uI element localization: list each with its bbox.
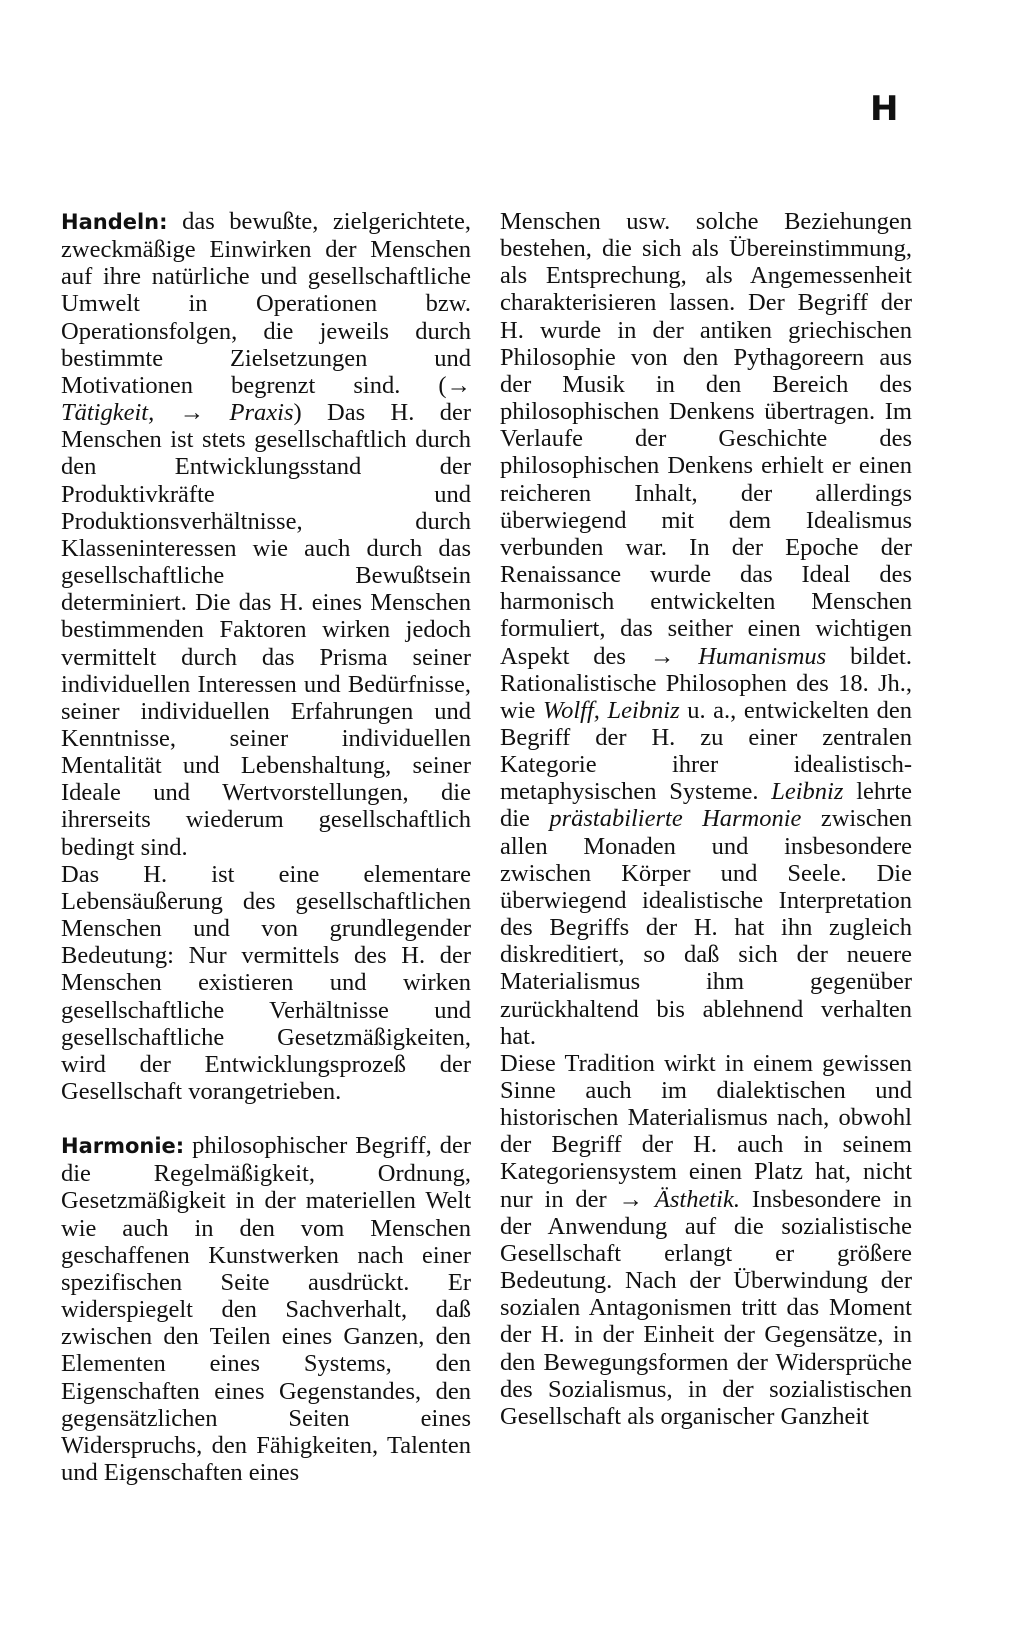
entry-harmonie-text-e: zwischen allen Monaden und insbesondere zwischen Körper und Seele. Die überwiegend idealistische Interpretation des Begriffs der H. hat ihn zugleich diskreditiert, so daß sich der neuere Materialismus ihm gegenüber zurückhaltend bis ablehnend verhalten hat.: [500, 805, 912, 1050]
entry-harmonie-text-c: u. a., entwickelten den Begriff der H. zu einer zentralen Kategorie ihrer idealistisch-metaphysischen Systeme.: [500, 696, 912, 806]
term-praestabilierte-harmonie: prästabilierte Harmonie: [549, 805, 802, 833]
entry-keyword-harmonie: Harmonie:: [61, 1134, 185, 1159]
entry-handeln-paragraph-1: [61, 208, 471, 861]
cross-reference-arrow: →: [154, 399, 230, 427]
cross-reference-taetigkeit: Tätigkeit,: [61, 399, 155, 427]
entry-harmonie-p2-text-a: Diese Tradition wirkt in einem gewissen Sinne auch im dialektischen und historischen Materialismus nach, obwohl der Begriff der H. auch in seinem Kategoriensystem einen Platz hat, nicht nur in der →: [500, 1049, 912, 1213]
entry-harmonie-text-left: philosophischer Begriff, der die Regelmäßigkeit, Ordnung, Gesetzmäßigkeit in der materiellen Welt wie auch in den vom Menschen geschaffenen Kunstwerken nach einer spezifischen Seite ausdrückt. Er widerspiegelt den Sachverhalt, daß zwischen den Teilen eines Ganzen, den Elementen eines Systems, den Eigenschaften eines Gegenstandes, den gegensätzlichen Seiten eines Widerspruchs, den Fähigkeiten, Talenten und Eigenschaften eines: [61, 1132, 471, 1487]
cross-reference-aesthetik: Ästhetik.: [654, 1185, 740, 1213]
section-letter: H: [870, 89, 899, 129]
entry-harmonie-paragraph-1: [61, 1132, 471, 1486]
name-wolff-leibniz: Wolff, Leibniz: [542, 696, 680, 724]
entry-handeln-text-a: das bewußte, zielgerichtete, zweckmäßige Einwirken der Menschen auf ihre natürliche und gesellschaftliche Umwelt in Operationen bzw. Operationsfolgen, die jeweils durch bestimmte Zielsetzungen und Motivationen begrenzt sind. (→: [61, 208, 471, 399]
column-right: [500, 208, 912, 1430]
column-left: [61, 208, 471, 1486]
entry-harmonie-p2-text-b: Insbesondere in der Anwendung auf die sozialistische Gesellschaft erlangt er größere Bedeutung. Nach der Überwindung der sozialen Antagonismen tritt das Moment der H. in der Einheit der Gegensätze, in den Bewegungsformen der Widersprüche des Sozialismus, in der sozialistischen Gesellschaft als organischer Ganzheit: [500, 1185, 912, 1430]
cross-reference-humanismus: Humanismus: [698, 642, 827, 670]
entry-harmonie-paragraph-2: [500, 1050, 912, 1430]
name-leibniz: Leibniz: [771, 778, 844, 806]
entry-keyword-handeln: Handeln:: [61, 210, 168, 234]
entry-handeln-paragraph-2: Das H. ist eine elementare Lebensäußerung des gesellschaftlichen Menschen und von grundlegender Bedeutung: Nur vermittels des H. der Menschen existieren und wirken gesellschaftliche Verhältnisse und gesellschaftliche Gesetzmäßigkeiten, wird der Entwicklungsprozeß der Gesellschaft vorangetrieben.: [61, 860, 471, 1105]
entry-harmonie-continuation: [500, 208, 912, 1050]
entry-harmonie-text-a: Menschen usw. solche Beziehungen bestehen, die sich als Übereinstimmung, als Entsprechung, als Angemessenheit charakterisieren lassen. Der Begriff der H. wurde in der antiken griechischen Philosophie von den Pythagoreern aus der Musik in den Bereich des philosophischen Denkens übertragen. Im Verlaufe der Geschichte des philosophischen Denkens erhielt er einen reicheren Inhalt, der allerdings überwiegend mit dem Idealismus verbunden war. In der Epoche der Renaissance wurde das Ideal des harmonisch entwickelten Menschen formuliert, das seither einen wichtigen Aspekt des →: [500, 208, 912, 670]
entry-harmonie-text-d: lehrte die: [500, 778, 912, 833]
entry-harmonie-text-b: bildet. Rationalistische Philosophen des 18. Jh., wie: [500, 642, 912, 724]
entry-handeln-text-b: ) Das H. der Menschen ist stets gesellschaftlich durch den Entwicklungsstand der Produktivkräfte und Produktionsverhältnisse, durch Klasseninteressen wie auch durch das gesellschaftliche Bewußtsein determiniert. Die das H. eines Menschen bestimmenden Faktoren wirken jedoch vermittelt durch das Prisma seiner individuellen Interessen und Bedürfnisse, seiner individuellen Erfahrungen und Kenntnisse, seiner individuellen Mentalität und Lebenshaltung, seiner Ideale und Wertvorstellungen, die ihrerseits wiederum gesellschaftlich bedingt sind.: [61, 399, 471, 861]
cross-reference-praxis: Praxis: [229, 399, 294, 427]
